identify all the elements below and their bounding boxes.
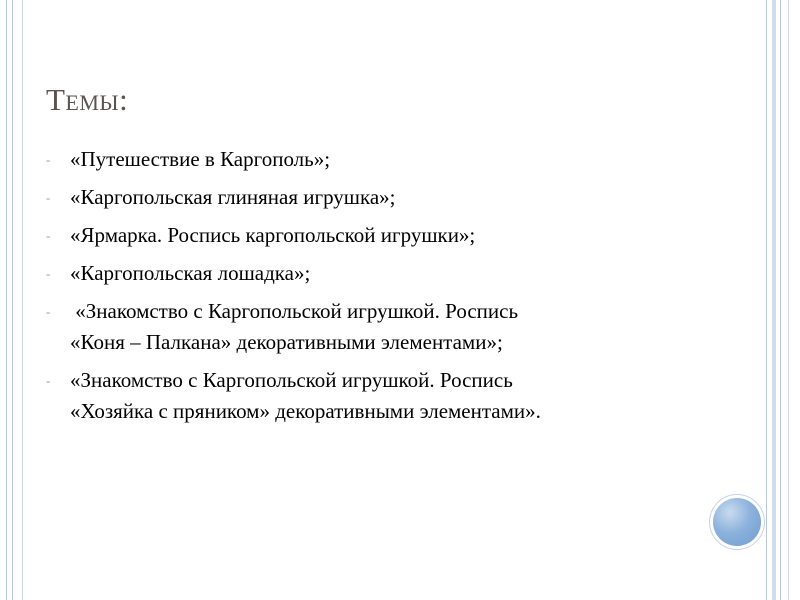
bullet-dash: - xyxy=(46,373,51,388)
list-item xyxy=(46,220,726,251)
slide-title: Темы: xyxy=(46,82,129,117)
list-item xyxy=(46,296,726,358)
right-border-line xyxy=(788,0,789,600)
list-item-text-line2: «Коня – Палкана» декоративными элементами»; xyxy=(70,330,503,354)
right-border-line xyxy=(780,0,781,600)
decorative-circle xyxy=(713,498,761,546)
list-item xyxy=(46,144,726,175)
list-item-text-line2: «Хозяйка с пряником» декоративными элементами». xyxy=(70,399,541,423)
left-border-line xyxy=(6,0,7,600)
list-item-text: «Каргопольская глиняная игрушка»; xyxy=(70,185,396,209)
left-border-line xyxy=(12,0,13,600)
bullet-dash: - xyxy=(46,228,51,243)
list-item xyxy=(46,258,726,289)
topics-list xyxy=(46,144,726,434)
list-item-text-line1: «Знакомство с Каргопольской игрушкой. Роспись xyxy=(70,368,513,392)
list-item-text: «Ярмарка. Роспись каргопольской игрушки»; xyxy=(70,223,476,247)
list-item xyxy=(46,182,726,213)
list-item-text: «Путешествие в Каргополь»; xyxy=(70,147,331,171)
list-item xyxy=(46,365,726,427)
bullet-dash: - xyxy=(46,152,51,167)
right-border-band xyxy=(772,0,776,600)
list-item-text: «Каргопольская лошадка»; xyxy=(70,261,311,285)
bullet-dash: - xyxy=(46,266,51,281)
bullet-dash: - xyxy=(46,190,51,205)
right-border-line xyxy=(766,0,767,600)
left-border-line xyxy=(22,0,23,600)
list-item-text-line1: «Знакомство с Каргопольской игрушкой. Роспись xyxy=(70,299,519,323)
bullet-dash: - xyxy=(46,304,51,319)
